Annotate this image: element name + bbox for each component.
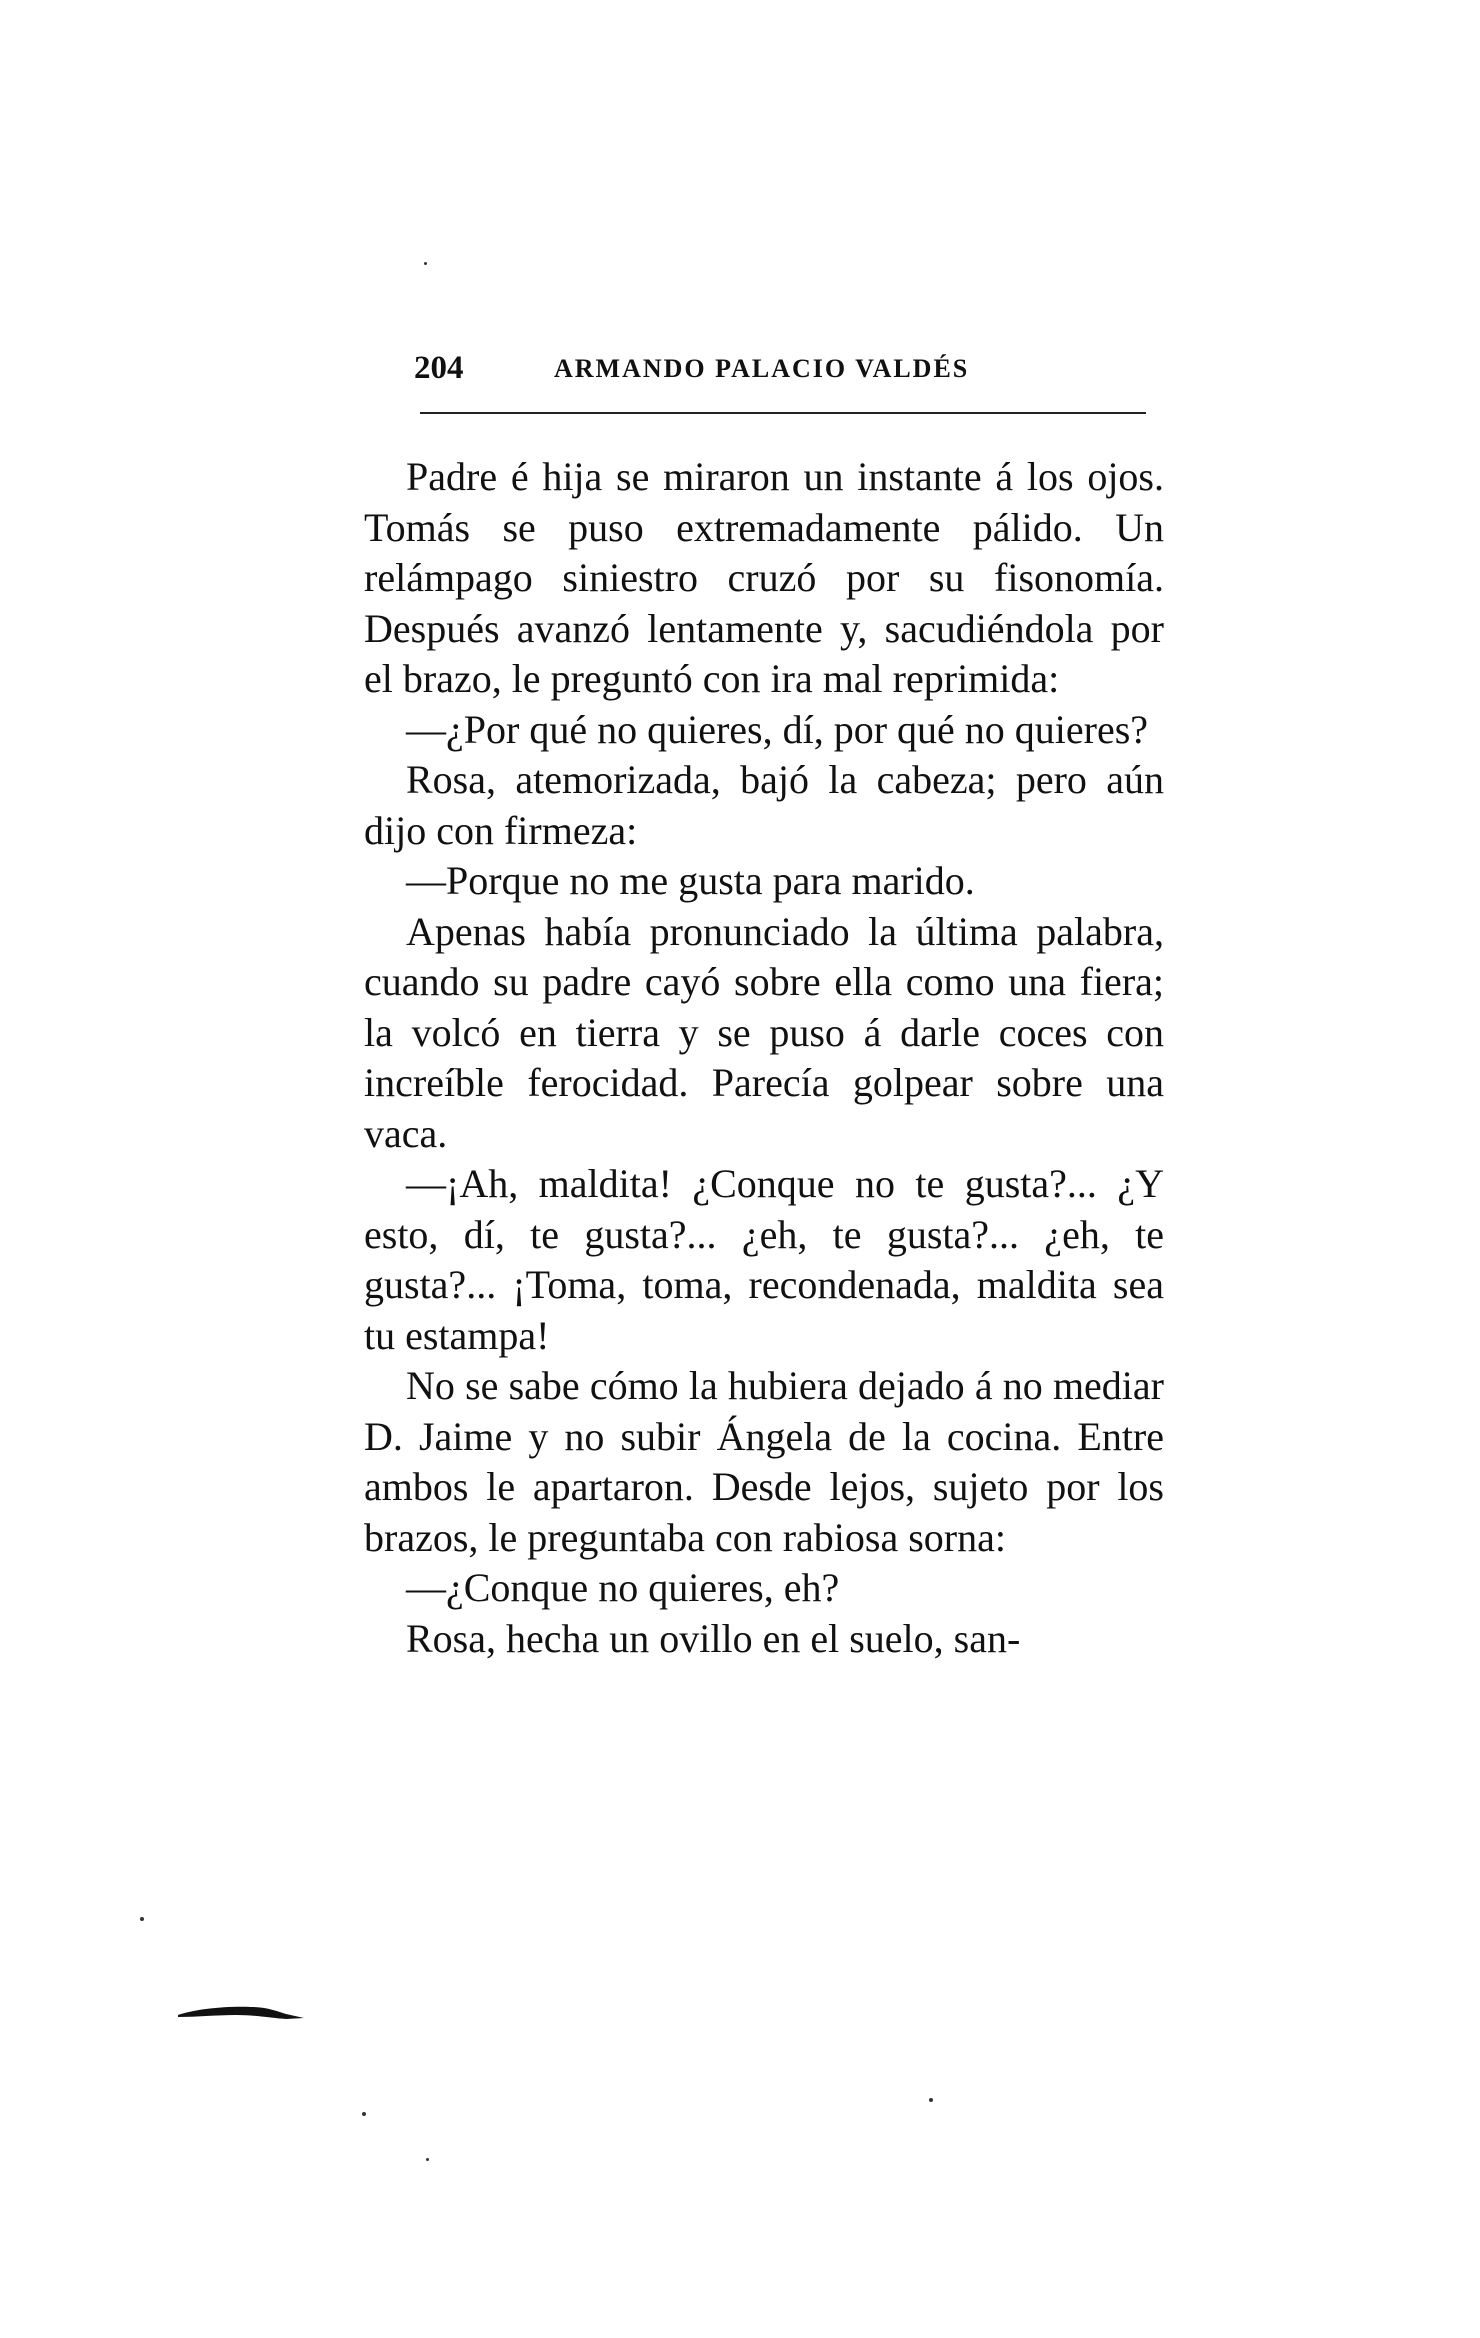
speck-mark xyxy=(426,2158,429,2161)
body-text xyxy=(364,452,1164,1664)
paragraph: Apenas había pronunciado la última palabra, cuando su padre cayó sobre ella como una fiera; la volcó en tierra y se puso á darle coces con increíble ferocidad. Parecía golpear sobre una vaca. xyxy=(364,908,1164,1156)
speck-mark xyxy=(424,262,427,265)
paragraph: —¿Por qué no quieres, dí, por qué no quieres? xyxy=(406,706,1149,752)
paragraph: No se sabe cómo la hubiera dejado á no mediar D. Jaime y no subir Ángela de la cocina. Entre ambos le apartaron. Desde lejos, sujeto por los brazos, le preguntaba con rabiosa sorna: xyxy=(364,1363,1164,1560)
speck-mark xyxy=(140,1917,144,1921)
running-head xyxy=(364,350,1164,390)
running-title: ARMANDO PALACIO VALDÉS xyxy=(554,354,970,383)
paragraph: Padre é hija se miraron un instante á los ojos. Tomás se puso extremadamente pálido. Un relámpago siniestro cruzó por su fisonomía. Después avanzó lentamente y, sacudiéndola por el brazo, le preguntó con ira mal reprimida: xyxy=(364,454,1164,701)
speck-mark xyxy=(929,2098,933,2102)
paragraph: —¿Conque no quieres, eh? xyxy=(406,1565,840,1610)
paragraph: Rosa, atemorizada, bajó la cabeza; pero aún dijo con firmeza: xyxy=(364,757,1164,853)
page-number: 204 xyxy=(414,350,464,386)
paragraph: Rosa, hecha un ovillo en el suelo, san- xyxy=(406,1615,1021,1661)
ink-smudge-mark xyxy=(176,2003,306,2021)
speck-mark xyxy=(362,2112,366,2116)
paragraph: —¡Ah, maldita! ¿Conque no te gusta?... ¿Y esto, dí, te gusta?... ¿eh, te gusta?... ¿eh, te gusta?... ¡Toma, toma, recondenada, maldita sea tu estampa! xyxy=(364,1161,1164,1358)
header-rule xyxy=(420,412,1146,414)
paragraph: —Porque no me gusta para marido. xyxy=(406,858,975,903)
